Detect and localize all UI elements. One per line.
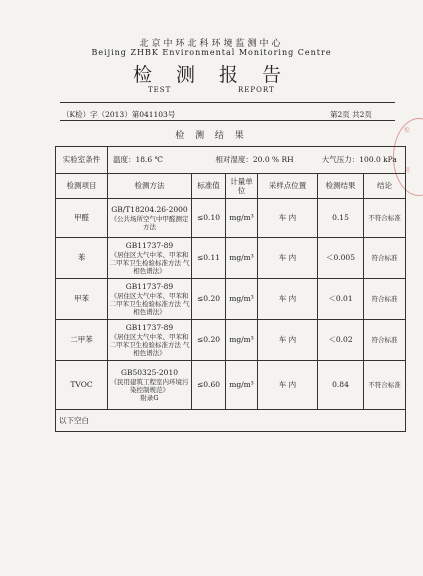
remark: 以下空白 xyxy=(56,410,406,432)
subtitle-test: TEST xyxy=(148,86,172,94)
pressure-value: 大气压力：100.0 kPa xyxy=(321,155,397,165)
location: 车 内 xyxy=(258,199,318,238)
table-row xyxy=(56,320,406,361)
location: 车 内 xyxy=(258,361,318,410)
result: 0.15 xyxy=(318,199,364,238)
item-name: 二甲苯 xyxy=(56,320,108,361)
item-name: 甲醛 xyxy=(56,199,108,238)
org-name-cn: 北京中环北科环境监测中心 xyxy=(139,39,284,49)
method-description: 《居住区大气中苯、甲苯和二甲苯卫生检验标准方法 气相色谱法》 xyxy=(109,250,190,275)
method-standard: GB/T18204.26-2000 xyxy=(111,205,188,215)
result: 0.84 xyxy=(318,361,364,410)
table-row xyxy=(56,279,406,320)
method-description: 《民用建筑工程室内环境污染控制规范》 xyxy=(110,377,189,394)
subtitle-report: REPORT xyxy=(238,86,275,94)
col-header: 计量单位 xyxy=(226,174,258,199)
method-description: 《公共场所空气中甲醛测定方法 xyxy=(110,214,189,231)
table-row xyxy=(56,199,406,238)
results-table xyxy=(55,146,406,432)
method-cell xyxy=(108,199,192,238)
col-header: 标准值 xyxy=(192,174,226,199)
seal-stamp: 检 用 xyxy=(393,118,423,196)
conclusion: 符合标准 xyxy=(364,320,406,361)
table-row xyxy=(56,238,406,279)
section-title: 检 测 结 果 xyxy=(175,131,248,141)
item-name: TVOC xyxy=(56,361,108,410)
limit-value: ≤0.11 xyxy=(192,238,226,279)
limit-value: ≤0.60 xyxy=(192,361,226,410)
unit: mg/m³ xyxy=(226,199,258,238)
conclusion: 符合标准 xyxy=(364,279,406,320)
conclusion: 不符合标准 xyxy=(364,199,406,238)
temperature-value: 温度：18.6 ℃ xyxy=(113,155,163,165)
result: ＜0.005 xyxy=(318,238,364,279)
conclusion: 符合标准 xyxy=(364,238,406,279)
col-header: 采样点位置 xyxy=(258,174,318,199)
result: ＜0.02 xyxy=(318,320,364,361)
col-header: 结论 xyxy=(364,174,406,199)
limit-value: ≤0.20 xyxy=(192,320,226,361)
conditions-row xyxy=(56,147,406,174)
divider-bottom xyxy=(60,120,395,121)
location: 车 内 xyxy=(258,320,318,361)
limit-value: ≤0.10 xyxy=(192,199,226,238)
table-row-empty xyxy=(56,410,406,432)
limit-value: ≤0.20 xyxy=(192,279,226,320)
method-cell xyxy=(108,279,192,320)
unit: mg/m³ xyxy=(226,279,258,320)
table-row xyxy=(56,361,406,410)
method-appendix: 附录G xyxy=(140,393,159,402)
method-standard: GB11737-89 xyxy=(125,282,174,292)
page-number: 第2页 共2页 xyxy=(330,110,372,119)
method-cell xyxy=(108,238,192,279)
col-header: 检测结果 xyxy=(318,174,364,199)
unit: mg/m³ xyxy=(226,238,258,279)
method-description: 《居住区大气中苯、甲苯和二甲苯卫生检验标准方法 气相色谱法》 xyxy=(109,291,190,316)
method-standard: GB50325-2010 xyxy=(121,368,178,378)
col-header: 检测项目 xyxy=(56,174,108,199)
unit: mg/m³ xyxy=(226,320,258,361)
col-header: 检测方法 xyxy=(108,174,192,199)
item-name: 甲苯 xyxy=(56,279,108,320)
divider-top xyxy=(60,102,395,103)
method-cell xyxy=(108,361,192,410)
humidity-value: 相对湿度：20.0 % RH xyxy=(215,155,294,165)
conclusion: 不符合标准 xyxy=(364,361,406,410)
report-number: （K检）字（2013）第041103号 xyxy=(62,110,176,119)
method-description: 《居住区大气中苯、甲苯和二甲苯卫生检验标准方法 气相色谱法》 xyxy=(109,332,190,357)
conditions-label: 实验室条件 xyxy=(56,147,108,174)
location: 车 内 xyxy=(258,238,318,279)
method-cell xyxy=(108,320,192,361)
header-row xyxy=(56,174,406,199)
method-standard: GB11737-89 xyxy=(125,241,174,251)
result: ＜0.01 xyxy=(318,279,364,320)
location: 车 内 xyxy=(258,279,318,320)
conditions-values xyxy=(108,147,406,174)
method-standard: GB11737-89 xyxy=(125,323,174,333)
report-title: 检 测 报 告 xyxy=(132,64,291,86)
item-name: 苯 xyxy=(56,238,108,279)
unit: mg/m³ xyxy=(226,361,258,410)
org-name-en: Beijing ZHBK Environmental Monitoring Centre xyxy=(91,48,332,57)
